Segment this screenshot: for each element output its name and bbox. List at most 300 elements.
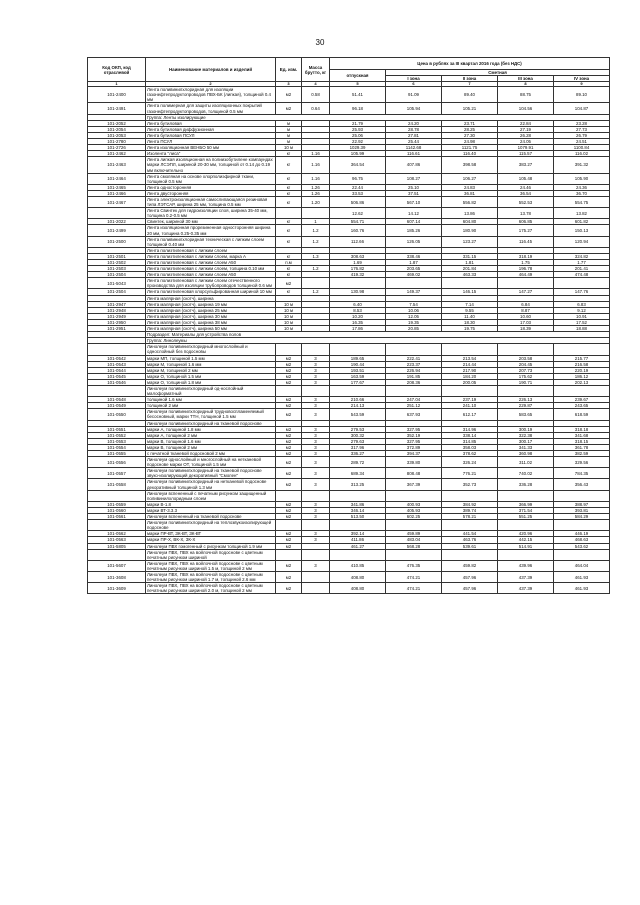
row-name: марки ВТ-3.3.3 — [146, 507, 276, 513]
price-zone-1 — [386, 385, 442, 396]
row-code: 101-0545 — [88, 373, 146, 379]
price-zone-4: 13.82 — [554, 208, 610, 219]
header-name: Наименование материалов и изделий — [146, 58, 276, 82]
row-code: 101-0555 — [88, 451, 146, 457]
price-zone-3 — [498, 385, 554, 396]
price-wholesale: 419.32 — [330, 272, 386, 278]
row-mass: 3 — [302, 355, 330, 361]
row-name: Лента полимерная для защиты изоляционных покрытий газонефтепродуктопроводов, толщиной 0.5 мм — [146, 103, 276, 114]
row-name: Линолеум вспененный на тканевой подоснове — [146, 514, 276, 520]
header-mass: Масса брутто, кг — [302, 58, 330, 82]
price-zone-1: 12.05 — [386, 313, 442, 319]
row-unit — [276, 208, 302, 219]
price-zone-1: 37.51 — [386, 190, 442, 196]
table-row — [88, 344, 610, 355]
price-wholesale: 346.14 — [330, 507, 386, 513]
row-code: 101-2054 — [88, 126, 146, 132]
price-wholesale: 308.63 — [330, 253, 386, 259]
price-zone-2: 389.74 — [442, 507, 498, 513]
price-zone-3: 322.38 — [498, 432, 554, 438]
price-zone-1: 14.12 — [386, 208, 442, 219]
price-zone-4: 216.58 — [554, 361, 610, 367]
price-zone-2: 146.15 — [442, 289, 498, 295]
row-unit: кг — [276, 173, 302, 184]
price-zone-1 — [386, 520, 442, 531]
header-zone-1: I зона — [386, 76, 442, 82]
row-code: 101-2464 — [88, 173, 146, 184]
row-code: 101-2465 — [88, 184, 146, 190]
row-unit: кг — [276, 151, 302, 157]
price-zone-4 — [554, 385, 610, 396]
price-zone-3: 341.33 — [498, 444, 554, 450]
price-zone-2: 241.10 — [442, 403, 498, 409]
price-wholesale: 214.13 — [330, 403, 386, 409]
price-zone-2: 331.15 — [442, 253, 498, 259]
price-zone-1: 203.65 — [386, 266, 442, 272]
price-table — [87, 57, 610, 594]
row-unit: м2 — [276, 501, 302, 507]
price-zone-2: 13.86 — [442, 208, 498, 219]
row-mass — [302, 571, 330, 582]
row-name: Лента полиэтиленовая с липким слоем — [146, 247, 276, 253]
price-wholesale — [330, 385, 386, 396]
price-zone-2: 7.14 — [442, 301, 498, 307]
price-zone-3: 207.73 — [498, 367, 554, 373]
table-row — [88, 583, 610, 594]
row-mass: 3 — [302, 479, 330, 490]
row-mass: 3 — [302, 438, 330, 444]
row-code — [88, 208, 146, 219]
row-code: 101-2949 — [88, 313, 146, 319]
price-zone-3: 18.39 — [498, 326, 554, 332]
price-zone-4: 554.75 — [554, 196, 610, 207]
price-wholesale: 1.69 — [330, 260, 386, 266]
price-zone-4: 89.10 — [554, 87, 610, 103]
row-code: 101-0546 — [88, 379, 146, 385]
price-zone-4: 388.97 — [554, 501, 610, 507]
price-zone-3: 10.60 — [498, 313, 554, 319]
price-zone-4: 468.63 — [554, 537, 610, 543]
row-name: Лента двусторонняя — [146, 190, 276, 196]
price-zone-4: 6.83 — [554, 301, 610, 307]
row-code: 101-2462 — [88, 151, 146, 157]
table-row — [88, 479, 610, 490]
row-mass: 1.2 — [302, 289, 330, 295]
row-code: 101-2053 — [88, 132, 146, 138]
row-code: 101-0551 — [88, 426, 146, 432]
price-zone-1: 394.37 — [386, 451, 442, 457]
row-name: Линолеум поливинилхлоридный на теплозвукоизолирующей подоснове — [146, 520, 276, 531]
price-wholesale: 313.25 — [330, 479, 386, 490]
row-code: 101-0559 — [88, 501, 146, 507]
price-zone-4: 446.19 — [554, 531, 610, 537]
price-zone-4: 104.87 — [554, 103, 610, 114]
price-zone-1: 567.10 — [386, 196, 442, 207]
row-code: 101-0554 — [88, 444, 146, 450]
price-wholesale — [330, 549, 386, 560]
price-zone-3: 371.54 — [498, 507, 554, 513]
price-zone-2: 578.21 — [442, 514, 498, 520]
row-name: Лента бутиловая диффузионная — [146, 126, 276, 132]
price-zone-2: 463.33 — [442, 272, 498, 278]
price-zone-3 — [498, 520, 554, 531]
row-name: Лента поливинилхлоридная техническая с липким слоем толщиной 0.40 мм — [146, 236, 276, 247]
row-unit: м2 — [276, 468, 302, 479]
header-unit: Ед. изм. — [276, 58, 302, 82]
row-mass: 1.2 — [302, 266, 330, 272]
price-zone-3: 1.75 — [498, 260, 554, 266]
table-row — [88, 468, 610, 479]
price-zone-2: 539.61 — [442, 543, 498, 549]
price-zone-4: 393.81 — [554, 507, 610, 513]
price-zone-4: 318.18 — [554, 426, 610, 432]
row-name: Линолеум поливинилхлоридный на нетканевой подоснове декоративный толщиной 1.3 мм — [146, 479, 276, 490]
price-wholesale: 689.34 — [330, 468, 386, 479]
price-zone-1: 476.35 — [386, 560, 442, 571]
row-mass: 1.2 — [302, 236, 330, 247]
price-zone-2: 612.17 — [442, 409, 498, 420]
price-zone-3: 439.96 — [498, 560, 554, 571]
row-unit: 10 м — [276, 313, 302, 319]
row-code — [88, 549, 146, 560]
table-row — [88, 385, 610, 396]
price-wholesale: 513.50 — [330, 514, 386, 520]
row-name: с печатной тканевой подосновой 2 мм — [146, 451, 276, 457]
price-wholesale — [330, 490, 386, 501]
price-zone-3: 147.27 — [498, 289, 554, 295]
price-zone-3: 24.05 — [498, 139, 554, 145]
header-wholesale: отпускная — [330, 70, 386, 82]
price-zone-2 — [442, 490, 498, 501]
row-mass: 1.20 — [302, 196, 330, 207]
price-zone-2: 9.55 — [442, 307, 498, 313]
row-name: Линолеум ПВХ, ПВХ на войлочной подоснове с цветным печатным рисунком шириной 1.5 м, толщиной 2 мм — [146, 560, 276, 571]
row-mass: 3 — [302, 457, 330, 468]
price-zone-3: 203.58 — [498, 355, 554, 361]
price-wholesale: 408.80 — [330, 571, 386, 582]
price-zone-2 — [442, 520, 498, 531]
price-zone-3: 229.87 — [498, 403, 554, 409]
price-zone-3: 36.54 — [498, 190, 554, 196]
price-wholesale: 33.53 — [330, 190, 386, 196]
price-wholesale: 336.27 — [330, 451, 386, 457]
price-zone-4: 329.56 — [554, 457, 610, 468]
price-zone-3: 88.75 — [498, 87, 554, 103]
price-zone-1: 25.44 — [386, 139, 442, 145]
price-zone-2: 24.83 — [442, 184, 498, 190]
row-unit: м2 — [276, 373, 302, 379]
price-zone-4: 147.76 — [554, 289, 610, 295]
price-wholesale: 177.67 — [330, 379, 386, 385]
header-price-title: Цена в рублях за III квартал 2016 года (без НДС) — [330, 58, 610, 70]
price-zone-4: 150.13 — [554, 225, 610, 236]
row-mass: 3 — [302, 373, 330, 379]
price-zone-2: 106.27 — [442, 173, 498, 184]
row-code: 101-2400 — [88, 87, 146, 103]
price-wholesale: 1029.39 — [330, 145, 386, 151]
price-wholesale: 411.86 — [330, 537, 386, 543]
row-code: 101-0552 — [88, 432, 146, 438]
price-zone-1: 149.37 — [386, 289, 442, 295]
row-name: Линолеум однослойный и многослойный на нетканевой подоснове марки ОТ, толщиной 1.5 мм — [146, 457, 276, 468]
price-zone-3: 226.13 — [498, 397, 554, 403]
row-name: марки М, толщиной 1.6 мм — [146, 361, 276, 367]
row-name: марки А, толщиной 1.8 мм — [146, 426, 276, 432]
price-zone-3: 115.57 — [498, 151, 554, 157]
table-row — [88, 196, 610, 207]
row-mass: 0.58 — [302, 87, 330, 103]
price-zone-3: 437.39 — [498, 583, 554, 594]
row-name: Линолеум ПВХ, ПВХ на войлочной подоснове с цветным печатным рисунком шириной 2.0 м, толщиной 2 мм — [146, 583, 276, 594]
price-zone-1: 10.06 — [386, 307, 442, 313]
price-zone-2: 180.90 — [442, 225, 498, 236]
price-zone-4: 464.04 — [554, 560, 610, 571]
row-code: 101-3609 — [88, 583, 146, 594]
row-name: марки В, толщиной 2 мм — [146, 444, 276, 450]
row-name: толщиной 2 мм — [146, 403, 276, 409]
table-row — [88, 278, 610, 289]
price-wholesale: 189.65 — [330, 355, 386, 361]
row-name: Лента Свинтек для гидроизоляции слоя, ширина 35-40 мм, толщина 0.2-0.5 мм — [146, 208, 276, 219]
price-zone-1 — [386, 549, 442, 560]
row-code: 101-2780 — [88, 139, 146, 145]
price-wholesale: 461.27 — [330, 543, 386, 549]
row-mass: 1.26 — [302, 184, 330, 190]
column-number: 6 — [386, 82, 442, 87]
row-code: 101-2499 — [88, 225, 146, 236]
price-zone-2: 213.54 — [442, 355, 498, 361]
row-code: 101-0542 — [88, 355, 146, 361]
row-code: 101-2726 — [88, 145, 146, 151]
row-mass: 3 — [302, 397, 330, 403]
row-code: 101-3608 — [88, 571, 146, 582]
page-number: 30 — [315, 38, 325, 47]
price-wholesale: 96.75 — [330, 173, 386, 184]
row-code: 101-0553 — [88, 438, 146, 444]
row-name: марки МП, толщиной 1.5 мм — [146, 355, 276, 361]
price-zone-1: 108.27 — [386, 173, 442, 184]
price-zone-1: 474.21 — [386, 583, 442, 594]
row-name: Лента поливинилхлоридная для изоляции газонефтепродуктопроводов ПВХ-БК (липкая), толщиной 0.4 мм — [146, 87, 276, 103]
price-zone-4 — [554, 344, 610, 355]
price-zone-3: 24.46 — [498, 184, 554, 190]
row-unit: м2 — [276, 438, 302, 444]
price-wholesale: 193.51 — [330, 367, 386, 373]
price-zone-2: 28.25 — [442, 126, 498, 132]
row-unit — [276, 490, 302, 501]
row-name: марки ПР-Х, ВК-Х, ЗК-Х — [146, 537, 276, 543]
price-zone-4: 324.82 — [554, 253, 610, 259]
price-zone-2: 27.30 — [442, 132, 498, 138]
price-wholesale: 289.72 — [330, 457, 386, 468]
price-zone-3: 552.53 — [498, 196, 554, 207]
row-code: 101-2504 — [88, 289, 146, 295]
row-unit: кг — [276, 272, 302, 278]
row-mass: 3 — [302, 361, 330, 367]
row-unit: м2 — [276, 432, 302, 438]
price-wholesale: 317.96 — [330, 444, 386, 450]
price-wholesale: 96.18 — [330, 103, 386, 114]
row-unit: м2 — [276, 514, 302, 520]
price-zone-3: 300.19 — [498, 426, 554, 432]
price-zone-3: 437.39 — [498, 571, 554, 582]
row-mass: 3 — [302, 403, 330, 409]
price-zone-1: 352.19 — [386, 432, 442, 438]
row-unit: м2 — [276, 543, 302, 549]
row-unit: м2 — [276, 444, 302, 450]
price-zone-3: 442.15 — [498, 537, 554, 543]
row-code: 101-2466 — [88, 190, 146, 196]
price-zone-2: 184.20 — [442, 373, 498, 379]
row-name: Линолеум ПВХ гомогенный с рисунком толщиной 1.9 мм — [146, 543, 276, 549]
price-zone-2: 105.21 — [442, 103, 498, 114]
row-mass: 3 — [302, 537, 330, 543]
row-name: Линолеум ПВХ, ПВХ на войлочной подоснове с цветным печатным рисунком шириной 1.7 м, толщиной 2.6 мм — [146, 571, 276, 582]
price-zone-4: 116.02 — [554, 151, 610, 157]
price-zone-3: 6.84 — [498, 301, 554, 307]
row-unit: м — [276, 132, 302, 138]
price-zone-3 — [498, 278, 554, 289]
row-unit: кг — [276, 219, 302, 225]
price-zone-4: 356.43 — [554, 479, 610, 490]
price-zone-2: 1121.75 — [442, 145, 498, 151]
price-zone-2: 457.96 — [442, 571, 498, 582]
row-unit: м2 — [276, 583, 302, 594]
price-zone-2 — [442, 278, 498, 289]
price-zone-4: 461.93 — [554, 583, 610, 594]
price-zone-3: 336.28 — [498, 479, 554, 490]
row-mass: 3 — [302, 501, 330, 507]
price-zone-1: 338.46 — [386, 253, 442, 259]
price-zone-3: 17.03 — [498, 319, 554, 325]
row-unit: кг — [276, 225, 302, 236]
row-mass: 1.26 — [302, 190, 330, 196]
price-zone-4: 382.59 — [554, 451, 610, 457]
row-code: 101-2504 — [88, 272, 146, 278]
table-row — [88, 409, 610, 420]
row-mass: 3 — [302, 426, 330, 432]
price-zone-1 — [386, 278, 442, 289]
row-code — [88, 385, 146, 396]
price-wholesale: 112.66 — [330, 236, 386, 247]
price-zone-4: 202.13 — [554, 379, 610, 385]
price-zone-1: 327.95 — [386, 438, 442, 444]
price-wholesale: 279.63 — [330, 438, 386, 444]
row-code: 101-0557 — [88, 468, 146, 479]
row-code: 101-2502 — [88, 260, 146, 266]
row-name: Лента малярная (скотч), ширина 50 мм — [146, 326, 276, 332]
price-zone-1: 367.39 — [386, 479, 442, 490]
price-wholesale: 410.85 — [330, 560, 386, 571]
group-label: Группа: Ленты изолирующие — [146, 114, 610, 120]
row-code: 101-0549 — [88, 403, 146, 409]
price-zone-4: 26.79 — [554, 132, 610, 138]
price-zone-2: 326.24 — [442, 457, 498, 468]
row-unit: м — [276, 139, 302, 145]
price-zone-4: 24.36 — [554, 184, 610, 190]
price-zone-1: 372.89 — [386, 444, 442, 450]
price-zone-3: 196.78 — [498, 266, 554, 272]
row-unit: кг — [276, 184, 302, 190]
price-zone-3: 300.17 — [498, 438, 554, 444]
table-header — [88, 58, 610, 87]
price-zone-2: 441.54 — [442, 531, 498, 537]
row-name: Линолеум поливинилхлоридный од-нослойный малоформатный — [146, 385, 276, 396]
row-unit: 10 м — [276, 301, 302, 307]
row-unit: м2 — [276, 361, 302, 367]
price-zone-2: 123.27 — [442, 236, 498, 247]
row-name: Лента малярная (скотч), ширина 25 мм — [146, 307, 276, 313]
price-zone-2: 19.75 — [442, 326, 498, 332]
row-name: Лента бутиловая ПСУЛ — [146, 132, 276, 138]
price-zone-1: 483.04 — [386, 537, 442, 543]
row-code: 101-2463 — [88, 157, 146, 173]
price-zone-3: 190.71 — [498, 379, 554, 385]
row-code: 101-2948 — [88, 307, 146, 313]
row-name: Изолента "лиса" — [146, 151, 276, 157]
price-wholesale: 341.86 — [330, 501, 386, 507]
price-zone-1: 19.35 — [386, 319, 442, 325]
table-row — [88, 571, 610, 582]
row-mass: 3 — [302, 367, 330, 373]
price-zone-2 — [442, 385, 498, 396]
table-body — [88, 87, 610, 594]
row-mass: 1.16 — [302, 151, 330, 157]
row-code: 101-2022 — [88, 219, 146, 225]
row-name: Лента смоляная на основе хлорполиэфирной ткани, толщиной 0.5 мм — [146, 173, 276, 184]
price-zone-3 — [498, 490, 554, 501]
row-mass — [302, 490, 330, 501]
price-wholesale: 6.40 — [330, 301, 386, 307]
row-code: 101-0550 — [88, 409, 146, 420]
row-unit: кг — [276, 266, 302, 272]
price-zone-2: 352.73 — [442, 479, 498, 490]
price-zone-2: 776.21 — [442, 468, 498, 479]
row-mass: 3 — [302, 444, 330, 450]
row-unit: м2 — [276, 531, 302, 537]
price-zone-4: 220.19 — [554, 367, 610, 373]
price-zone-4: 120.94 — [554, 236, 610, 247]
row-unit: м2 — [276, 355, 302, 361]
price-zone-4: 9.12 — [554, 307, 610, 313]
price-wholesale: 190.44 — [330, 361, 386, 367]
price-zone-4 — [554, 490, 610, 501]
price-zone-4: 17.52 — [554, 319, 610, 325]
price-zone-3: 27.19 — [498, 126, 554, 132]
row-unit: м2 — [276, 479, 302, 490]
price-zone-2: 398.58 — [442, 157, 498, 173]
row-name: Лента односторонняя — [146, 184, 276, 190]
price-wholesale: 554.71 — [330, 219, 386, 225]
column-number: 9 — [554, 82, 610, 87]
row-code: 101-0562 — [88, 531, 146, 537]
column-number: 7 — [442, 82, 498, 87]
price-zone-3: 1079.91 — [498, 145, 554, 151]
row-name: Лента полиэтиленовая с липким слоем, толщина 0.10 мм — [146, 266, 276, 272]
row-code: 101-2501 — [88, 253, 146, 259]
row-name: толщиной 1.6 мм — [146, 397, 276, 403]
price-zone-2: 201.84 — [442, 266, 498, 272]
table-row — [88, 87, 610, 103]
price-zone-1: 327.95 — [386, 426, 442, 432]
price-zone-3: 311.02 — [498, 457, 554, 468]
row-unit — [276, 549, 302, 560]
row-mass: 3 — [302, 451, 330, 457]
price-zone-1: 459.89 — [386, 531, 442, 537]
price-zone-2: 116.40 — [442, 151, 498, 157]
price-zone-2: 384.92 — [442, 501, 498, 507]
row-mass: 1.2 — [302, 225, 330, 236]
